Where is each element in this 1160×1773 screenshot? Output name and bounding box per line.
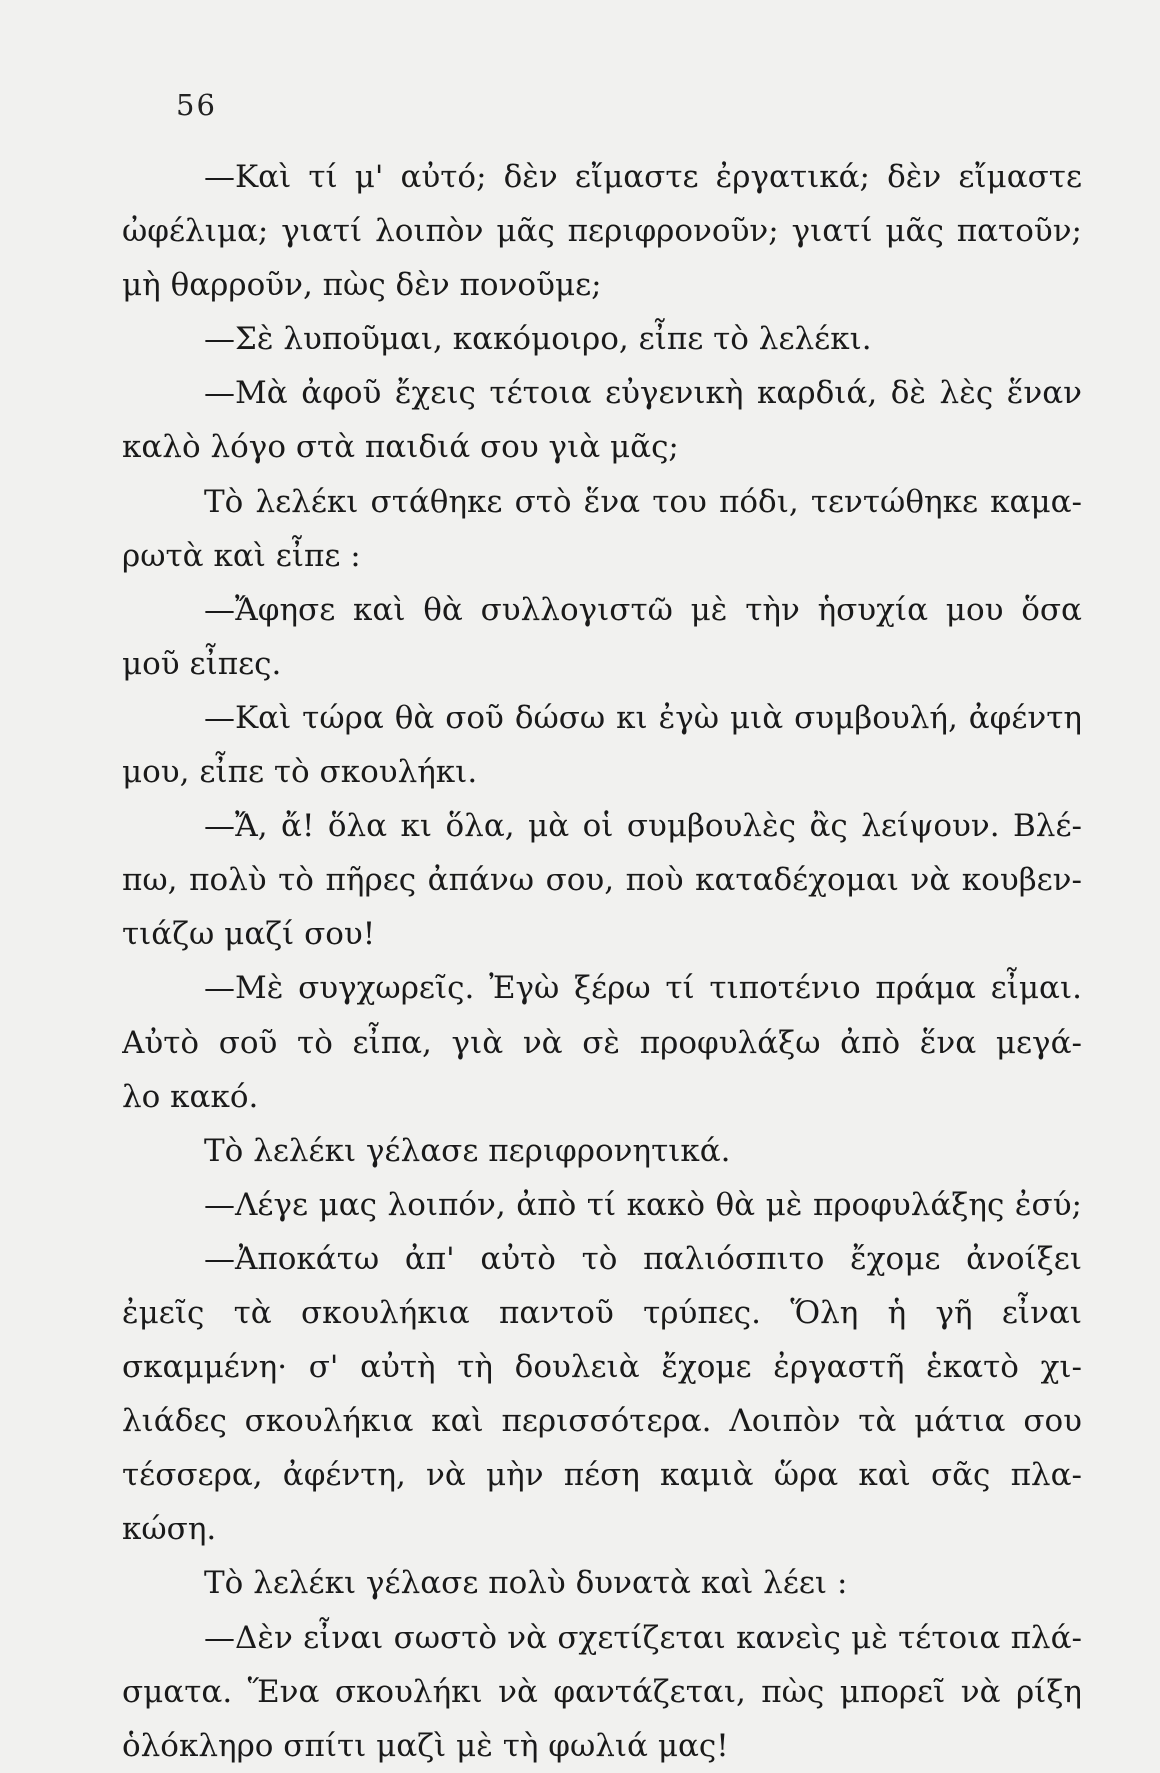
page-number: 56 xyxy=(176,88,217,122)
text-line: καλὸ λόγο στὰ παιδιά σου γιὰ μᾶς; xyxy=(122,429,679,466)
text-line: τιάζω μαζί σου! xyxy=(122,916,376,953)
text-line: —Καὶ τώρα θὰ σοῦ δώσω κι ἐγὼ μιὰ συμβουλή, ἀφέντη xyxy=(204,699,1082,736)
text-line: ὁλόκληρο σπίτι μαζὶ μὲ τὴ φωλιά μας! xyxy=(122,1727,729,1764)
text-line: μὴ θαρροῦν, πὼς δὲν πονοῦμε; xyxy=(122,267,602,304)
text-line: ὠφέλιμα; γιατί λοιπὸν μᾶς περιφρονοῦν; γιατί μᾶς πατοῦν; xyxy=(122,213,1082,250)
text-line: μου, εἶπε τὸ σκουλήκι. xyxy=(122,754,478,791)
text-line: λο κακό. xyxy=(122,1078,259,1115)
text-line: —Ἀποκάτω ἀπ' αὐτὸ τὸ παλιόσπιτο ἔχομε ἀνοίξει xyxy=(204,1240,1082,1277)
text-line: —Δὲν εἶναι σωστὸ νὰ σχετίζεται κανεὶς μὲ τέτοια πλά- xyxy=(204,1619,1082,1656)
text-line: λιάδες σκουλήκια καὶ περισσότερα. Λοιπὸν τὰ μάτια σου xyxy=(122,1403,1082,1440)
text-line: —Ἄφησε καὶ θὰ συλλογιστῶ μὲ τὴν ἡσυχία μου ὅσα xyxy=(204,591,1082,628)
text-line: —Μὲ συγχωρεῖς. Ἐγὼ ξέρω τί τιποτένιο πράμα εἶμαι. xyxy=(204,970,1082,1007)
text-line: Τὸ λελέκι γέλασε πολὺ δυνατὰ καὶ λέει : xyxy=(204,1565,848,1602)
text-line: τέσσερα, ἀφέντη, νὰ μὴν πέση καμιὰ ὥρα καὶ σᾶς πλα- xyxy=(122,1457,1082,1494)
text-line: Τὸ λελέκι γέλασε περιφρονητικά. xyxy=(204,1132,731,1169)
text-line: —Λέγε μας λοιπόν, ἀπὸ τί κακὸ θὰ μὲ προφυλάξης ἐσύ; xyxy=(204,1186,1082,1223)
text-line: σκαμμένη· σ' αὐτὴ τὴ δουλειὰ ἔχομε ἐργαστῆ ἑκατὸ χι- xyxy=(122,1349,1082,1386)
text-line: ἐμεῖς τὰ σκουλήκια παντοῦ τρύπες. Ὅλη ἡ γῆ εἶναι xyxy=(122,1294,1082,1331)
text-line: Τὸ λελέκι στάθηκε στὸ ἕνα του πόδι, τεντώθηκε καμα- xyxy=(204,483,1082,520)
text-line: πω, πολὺ τὸ πῆρες ἀπάνω σου, ποὺ καταδέχομαι νὰ κουβεν- xyxy=(122,862,1082,899)
text-line: —Σὲ λυποῦμαι, κακόμοιρο, εἶπε τὸ λελέκι. xyxy=(204,321,872,358)
text-line: σματα. Ἕνα σκουλήκι νὰ φαντάζεται, πὼς μπορεῖ νὰ ρίξη xyxy=(122,1673,1082,1710)
body-text xyxy=(122,150,1082,1773)
text-line: —Ἄ, ἄ! ὅλα κι ὅλα, μὰ οἱ συμβουλὲς ἂς λείψουν. Βλέ- xyxy=(204,808,1082,845)
text-line: μοῦ εἶπες. xyxy=(122,645,282,682)
text-line: —Μὰ ἀφοῦ ἔχεις τέτοια εὐγενικὴ καρδιά, δὲ λὲς ἕναν xyxy=(204,375,1082,412)
text-line: Αὐτὸ σοῦ τὸ εἶπα, γιὰ νὰ σὲ προφυλάξω ἀπὸ ἕνα μεγά- xyxy=(122,1024,1082,1061)
text-line: κώση. xyxy=(122,1511,217,1548)
text-line: —Καὶ τί μ' αὐτό; δὲν εἴμαστε ἐργατικά; δὲν εἴμαστε xyxy=(204,159,1082,195)
text-line: ρωτὰ καὶ εἶπε : xyxy=(122,537,361,574)
